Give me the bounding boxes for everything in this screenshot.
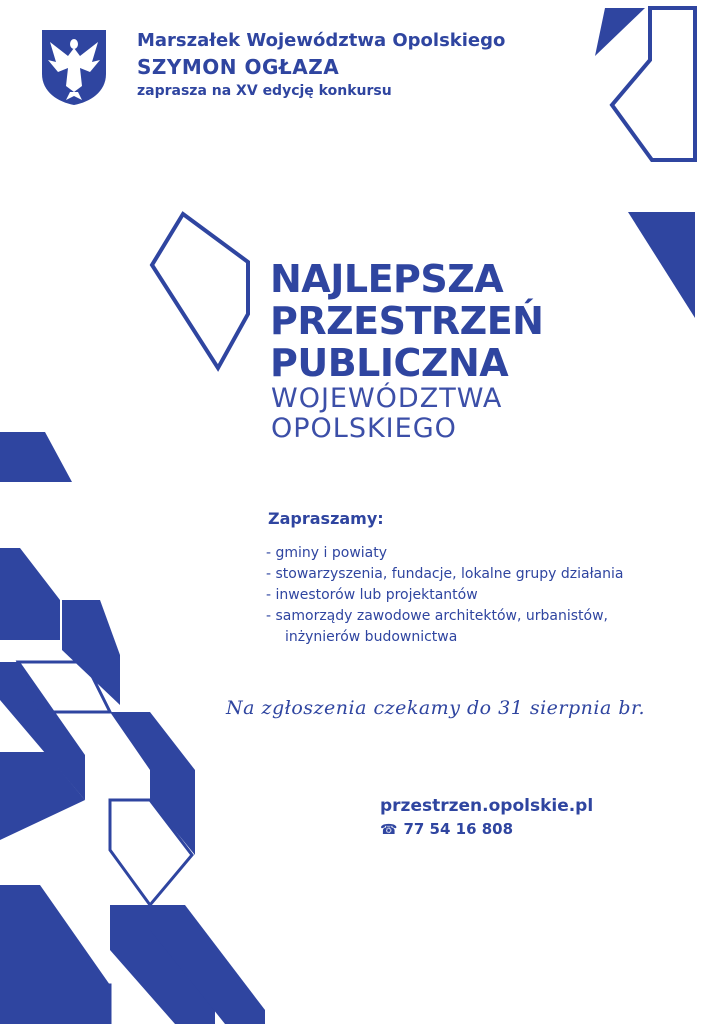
title-line-3: PUBLICZNA	[270, 341, 509, 385]
coat-of-arms-icon	[40, 28, 108, 106]
deco-shape-right-mid	[628, 212, 695, 318]
deco-shape-title-outline	[152, 214, 248, 368]
invite-heading: Zapraszamy:	[268, 509, 384, 528]
deco-shape-left-2	[0, 548, 60, 640]
invite-item: - inwestorów lub projektantów	[266, 587, 478, 603]
deco-shape-left-10	[0, 885, 110, 1024]
telephone-icon: ☎	[380, 822, 398, 838]
deco-shape-top-right-2	[612, 8, 695, 160]
header-invitation: zaprasza na XV edycję konkursu	[137, 83, 392, 99]
deco-shape-left-9	[150, 770, 195, 855]
invite-item-continuation: inżynierów budownictwa	[285, 629, 458, 645]
title-line-4: WOJEWÓDZTWA	[271, 383, 503, 414]
phone-row	[380, 820, 513, 838]
header-marshal-office: Marszałek Województwa Opolskiego	[137, 30, 506, 51]
invite-item	[266, 606, 623, 648]
invite-item: - stowarzyszenia, fundacje, lokalne grupy działania	[266, 566, 624, 582]
website-link[interactable]: przestrzen.opolskie.pl	[380, 796, 594, 816]
invite-item: - gminy i powiaty	[266, 545, 388, 561]
deco-shape-left-1	[0, 432, 72, 482]
deadline-text: Na zgłoszenia czekamy do 31 sierpnia br.	[226, 697, 646, 719]
title-line-2: PRZESTRZEŃ	[270, 299, 544, 343]
deco-shape-left-6	[110, 712, 195, 770]
deco-shape-top-right-1	[595, 8, 645, 56]
title-line-5: OPOLSKIEGO	[271, 413, 457, 444]
invite-item-text: - samorządy zawodowe architektów, urbanistów,	[266, 608, 609, 624]
deco-shape-left-3	[62, 600, 120, 705]
header-marshal-name: SZYMON OGŁAZA	[137, 55, 340, 79]
title-line-1: NAJLEPSZA	[270, 257, 504, 301]
invite-list	[266, 543, 623, 648]
phone-number[interactable]: 77 54 16 808	[403, 820, 514, 838]
